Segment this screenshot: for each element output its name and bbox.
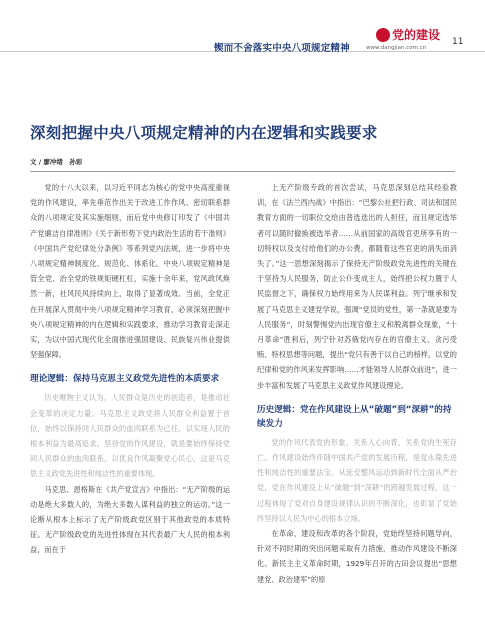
col2-paragraph-1: 上无产阶级专政的首次尝试，马克思深刻总结其经验教训，在《法兰西内战》中指出：“巴黎公社把行政、司法和国民教育方面的一切职位交给由普选选出的人担任，而且规定选举者可以随时撤换被选举者……从前国家的高级官吏所享有的一切特权以及支付给他们的办公费，都随着这些官吏的消失而消失了。”这一思想深刻揭示了保持无产阶级政党先进性的关键在于坚持为人民服务，防止公仆变成主人，始终把公权力置于人民监督之下，确保权力始终用来为人民谋利益。列宁继承和发展了马克思主义建党学说，强调“党员的党性，第一条就是要为人民服务”，时刻警惕党内出现官僚主义和脱离群众现象，“十月革命”胜利后，列宁针对苏俄党内存在的官僚主义、贪污受贿、特权思想等问题，提出“党只有善于以自己的榜样，以党的纪律和党的作风来发挥影响……才能领导人民群众前进”，进一步丰富和发展了马克思主义政党作风建设理论。 [257, 183, 457, 390]
party-emblem-icon [376, 28, 390, 42]
logo-url: www.dangjian.com.cn [366, 45, 427, 51]
section1-paragraph-2: 马克思、恩格斯在《共产党宣言》中指出：“无产阶级的运动是绝大多数人的，为绝大多数人谋利益的独立的运动。”这一论断从根本上标示了无产阶级政党区别于其他政党的本质特征。无产阶级政党的先进性体现在其代表最广大人民的根本利益，而在于 [30, 484, 230, 555]
section1-paragraph-1: 历史唯物主义认为，人民群众是历史的创造者，是推动社会变革的决定力量。马克思主义政党将人民群众利益置于首位，始终以保持同人民群众的血肉联系为己任，以实现人民的根本利益为最高追求。坚持党的作风建设，就是要始终保持党同人民群众的血肉联系，以优良作风凝聚党心民心，这是马克思主义政党先进性和纯洁性的重要体现。 [30, 393, 230, 479]
section2-paragraph-1: 党的作风代表党的形象，关系人心向背，关系党的生死存亡。作风建设始终伴随中国共产党的发展历程，是党永葆先进性和纯洁性的重要法宝。从延安整风运动到新时代全面从严治党，党在作风建设上从“破题”到“深耕”的跨越发展过程，这一过程体现了党对自身建设规律认识的不断深化，也彰显了党始终坚持以人民为中心的根本立场。 [257, 437, 457, 523]
section2-paragraph-2: 在革命、建设和改革的各个阶段，党始终坚持问题导向，针对不同时期的突出问题采取有力措施，推动作风建设不断深化。新民主主义革命时期，1929年召开的古田会议提出“思想建党、政治建军”的原 [257, 529, 457, 584]
logo-text: 党的建设 [392, 28, 441, 42]
header-tagline: 锲而不舍落实中央八项规定精神 [214, 43, 350, 54]
left-column [30, 180, 230, 558]
title-divider [30, 171, 455, 172]
article-title: 深刻把握中央八项规定精神的内在逻辑和实践要求 [30, 124, 378, 142]
journal-logo [376, 26, 441, 46]
section2-heading: 历史逻辑：党在作风建设上从“破题”到“深耕”的持续发力 [257, 404, 452, 429]
article-author: 文 / 廖冲绪 孙彩 [30, 158, 83, 166]
page-number: 11 [452, 37, 464, 47]
intro-paragraph: 党的十八大以来，以习近平同志为核心的党中央高度重视党的作风建设，率先垂范作出关于改进工作作风、密切联系群众的八项规定及其实施细则，而后党中央修订印发了《中国共产党廉洁自律准则》《关于新形势下党内政治生活的若干准则》《中国共产党纪律处分条例》等系列党内法规，进一步将中央八项规定精神制度化、规范化、体系化。中央八项规定精神是管全党、治全党的铁规矩硬杠杠，实施十余年来，党风政风焕然一新，社风民风持续向上，取得了显著成效。当前，全党正在开展深入贯彻中央八项规定精神学习教育，必须深刻把握中央八项规定精神的内在逻辑和实践要求，推动学习教育走深走实，为以中国式现代化全面推进强国建设、民族复兴伟业提供坚强保障。 [30, 183, 230, 360]
section1-heading: 理论逻辑：保持马克思主义政党先进性的本质要求 [30, 374, 220, 385]
right-column [257, 180, 457, 587]
